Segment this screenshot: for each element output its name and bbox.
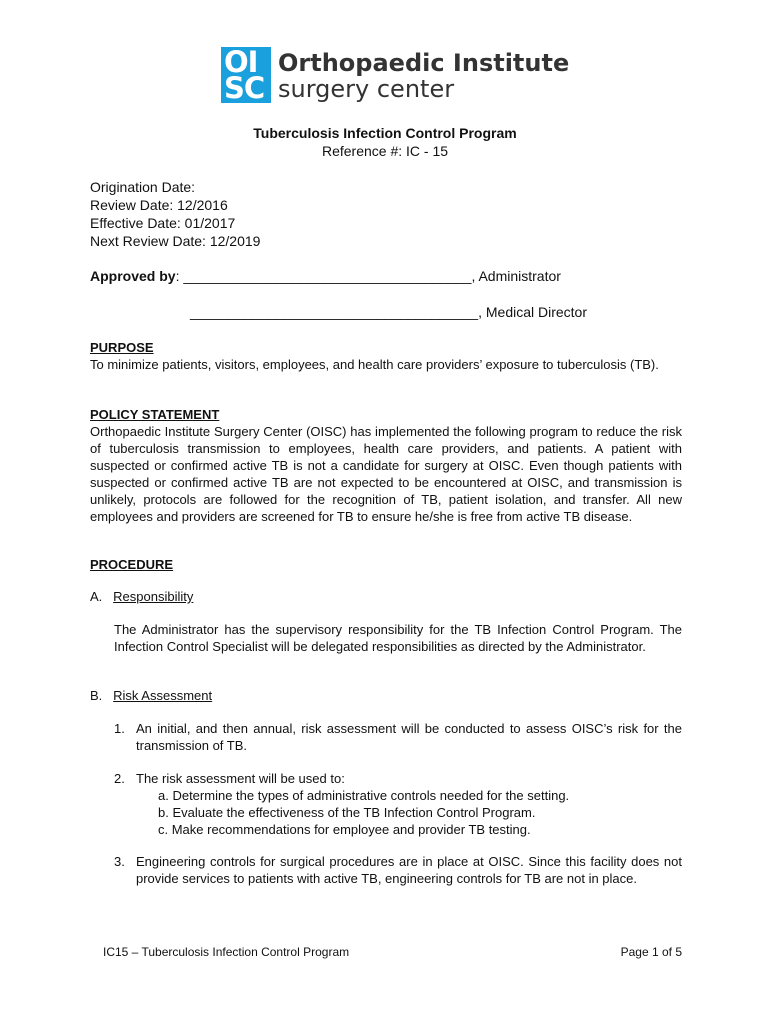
document-title: Tuberculosis Infection Control Program [253, 125, 517, 141]
footer-title: IC15 – Tuberculosis Infection Control Program [103, 945, 350, 959]
risk-assessment-subitems [158, 787, 569, 838]
review-date: Review Date: 12/2016 [90, 197, 228, 213]
procedure-heading: PROCEDURE [90, 557, 174, 572]
subitem: c. Make recommendations for employee and provider TB testing. [158, 822, 531, 837]
logo-mark-line1: OI [224, 45, 258, 79]
section-a-text: The Administrator has the supervisory responsibility for the TB Infection Control Program. The Infection Control Specialist will be delegated responsibilities as directed by the Administrator. [114, 622, 682, 654]
list-item: 1. An initial, and then annual, risk assessment will be conducted to assess OISC’s risk for the transmission of TB. [114, 721, 682, 753]
policy-text: Orthopaedic Institute Surgery Center (OISC) has implemented the following program to reduce the risk of tuberculosis transmission to employees, health care providers, and patients. A patient with suspected or confirmed active TB is not a candidate for surgery at OISC. Even though patients with suspected or confirmed active TB are not expected to be encountered at OISC, and transmission is unlikely, protocols are followed for the recognition of TB, patient isolation, and transfer. All new employees and providers are screened for TB to ensure he/she is free from active TB disease. [90, 424, 682, 524]
reference-number: Reference #: IC - 15 [321, 143, 449, 159]
list-item: 3. Engineering controls for surgical procedures are in place at OISC. Since this facility does not provide services to patients with active TB, engineering controls for TB are not in place. [114, 854, 682, 886]
logo-mark-icon [221, 47, 271, 103]
medical-director-signature-line: _____________________________________, Medical Director [190, 304, 588, 320]
subitem: b. Evaluate the effectiveness of the TB Infection Control Program. [158, 805, 536, 820]
page-number: Page 1 of 5 [620, 945, 682, 959]
dates-block [90, 178, 260, 250]
subitem: a. Determine the types of administrative controls needed for the setting. [158, 788, 570, 803]
next-review-date: Next Review Date: 12/2019 [90, 233, 261, 249]
origination-date: Origination Date: [90, 179, 196, 195]
approval-administrator [90, 268, 561, 284]
administrator-signature-line: : _____________________________________, Administrator [175, 268, 561, 284]
policy-heading: POLICY STATEMENT [90, 407, 220, 422]
purpose-heading: PURPOSE [90, 340, 154, 355]
effective-date: Effective Date: 01/2017 [90, 215, 236, 231]
section-a-title: A. Responsibility [90, 589, 194, 604]
purpose-text: To minimize patients, visitors, employees, and health care providers’ exposure to tuberculosis (TB). [90, 357, 659, 372]
logo-mark-line2: SC [224, 71, 265, 105]
approved-by-label: Approved by [90, 268, 176, 284]
section-b-title: B. Risk Assessment [90, 688, 213, 703]
list-item: 2. The risk assessment will be used to: [114, 771, 345, 786]
purpose-section [90, 339, 682, 373]
logo-subname: surgery center [278, 75, 455, 103]
logo-name: Orthopaedic Institute [278, 49, 570, 77]
policy-section [90, 406, 682, 525]
